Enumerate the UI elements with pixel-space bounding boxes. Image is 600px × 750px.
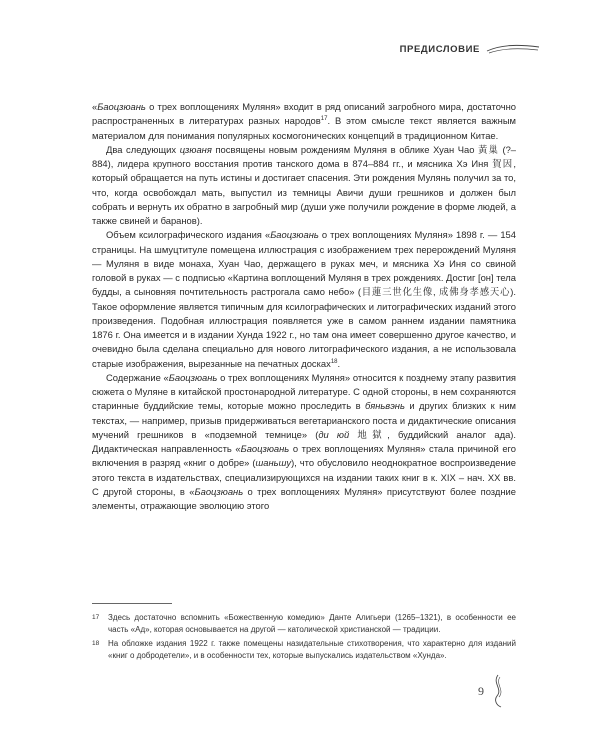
italic-term: Баоцзюань xyxy=(194,485,244,497)
text-run: . xyxy=(337,357,341,369)
paragraph xyxy=(92,228,516,371)
page-number: 9 xyxy=(478,684,484,698)
footnote-ref: 18 xyxy=(330,358,338,365)
main-text xyxy=(92,100,516,513)
text-run: о трех воплощениях Муляня» присутствуют более поздние элементы, отражающие эволюцию этого xyxy=(92,485,516,511)
footnote-number: 18 xyxy=(92,640,100,648)
italic-term: Баоцзюань xyxy=(97,101,146,112)
italic-term: цзюаня xyxy=(179,143,212,155)
text-run: Два следующих xyxy=(106,143,180,155)
paragraph xyxy=(92,371,516,514)
text-run: Объем ксилографического издания « xyxy=(106,229,271,241)
text-run: посвящены новым рождениям Муляня в облике Хуан Чао 黃巢 (?–884), лидера крупного восстания против танского дома в 874–884 гг., и мясника Хэ Иня 賀因, который обращается на путь истины и достигает спасения. Эти рождения Мулянь получил за то, что, когда освобождал мать, выпустил из темницы Авичи души грешников и должен был собрать и вернуть их обратно в загробный мир (души уже получили рождение в форме людей, а также свиней и баранов). xyxy=(92,143,517,226)
italic-term: Баоцзюань xyxy=(270,229,319,241)
text-run: о трех воплощениях Муляня» относится к позднему этапу развития сюжета о Муляне в китайской простонародной литературе. С одной стороны, в нем сохраняются старинные буддийские темы, которые можно проследить в xyxy=(92,371,517,412)
footnote-divider xyxy=(92,603,172,604)
swirl-ornament-icon xyxy=(490,674,506,708)
italic-term: шаньшу xyxy=(255,457,292,469)
text-run: 地獄, буддийский аналог ада). Дидактическая направленность « xyxy=(92,428,517,454)
text-run: о трех воплощениях Муляня» 1898 г. — 154 страницы. На шмуцтитуле помещена иллюстрация с изображением трех перерождений Муляня — Муляня в виде монаха, Хуан Чао, держащего в руках меч, и мясника Хэ Иня со свиной головой в руках — с подписью «Картина воплощений Муляня в трех рождениях. Достиг [он] тела будды, а сыновняя почтительность растрогала само небо» (目蓮三世化生像, 成佛身孝感天心). Такое оформление является типичным для ксилографических и литографических изданий этого произведения. Подобная иллюстрация появляется уже в самом раннем издании памятника 1876 г. Она имеется и в издании Хунда 1922 г., но там она имеет совершенно другое качество, и очевидно была сделана специально для нового литографического издания, а не использовала старые изображения, вырезанные на печатных досках xyxy=(92,229,516,369)
text-run: « xyxy=(92,101,98,112)
footnote-ref: 17 xyxy=(320,116,328,123)
swoosh-ornament-icon xyxy=(486,43,540,55)
text-run: о трех воплощениях Муляня» стала причиной его включения в разряд «книг о добре» ( xyxy=(92,443,516,469)
footnote-text: На обложке издания 1922 г. также помещены назидательные стихотворения, что характерно для изданий «книг о добродетели», и в особенности тех, которые выпускались издательством «Хунда». xyxy=(108,639,516,660)
paragraph xyxy=(92,100,516,143)
footnote-number: 17 xyxy=(92,614,100,621)
footnote-18 xyxy=(92,638,516,661)
paragraph xyxy=(92,143,516,229)
running-header-title: ПРЕДИСЛОВИЕ xyxy=(399,43,480,55)
footnote-text: Здесь достаточно вспомнить «Божественную комедию» Данте Алигьери (1265–1321), в особенности ее часть «Ад», которая основывается на другой — католической христианской — традиции. xyxy=(108,613,516,634)
text-run: Содержание « xyxy=(106,371,169,383)
text-run: о трех воплощениях Муляня» входит в ряд описаний загробного мира, достаточно распространенных в литературах разных народов xyxy=(92,101,516,127)
text-run: ), что обусловило неоднократное воспроизведение этого текста в издательствах, специализирующихся на издании таких книг в к. XIX – нач. XX вв. С другой стороны, в « xyxy=(92,457,516,497)
italic-term: Баоцзюань xyxy=(240,443,290,454)
italic-term: ди юй xyxy=(318,428,350,440)
text-run: и других близких к ним текстах, — например, призыв придерживаться вегетарианского поста и дидактические описания мучений грешников в «подземной темнице» ( xyxy=(92,400,517,440)
italic-term: Баоцзюань xyxy=(168,371,218,383)
footnotes xyxy=(92,612,516,664)
running-header xyxy=(400,43,540,55)
italic-term: бяньвэнь xyxy=(365,400,405,412)
text-run: . В этом смысле текст является важным материалом для понимания популярных космогонических концепций в традиционном Китае. xyxy=(92,115,516,141)
footnote-17 xyxy=(92,612,516,635)
